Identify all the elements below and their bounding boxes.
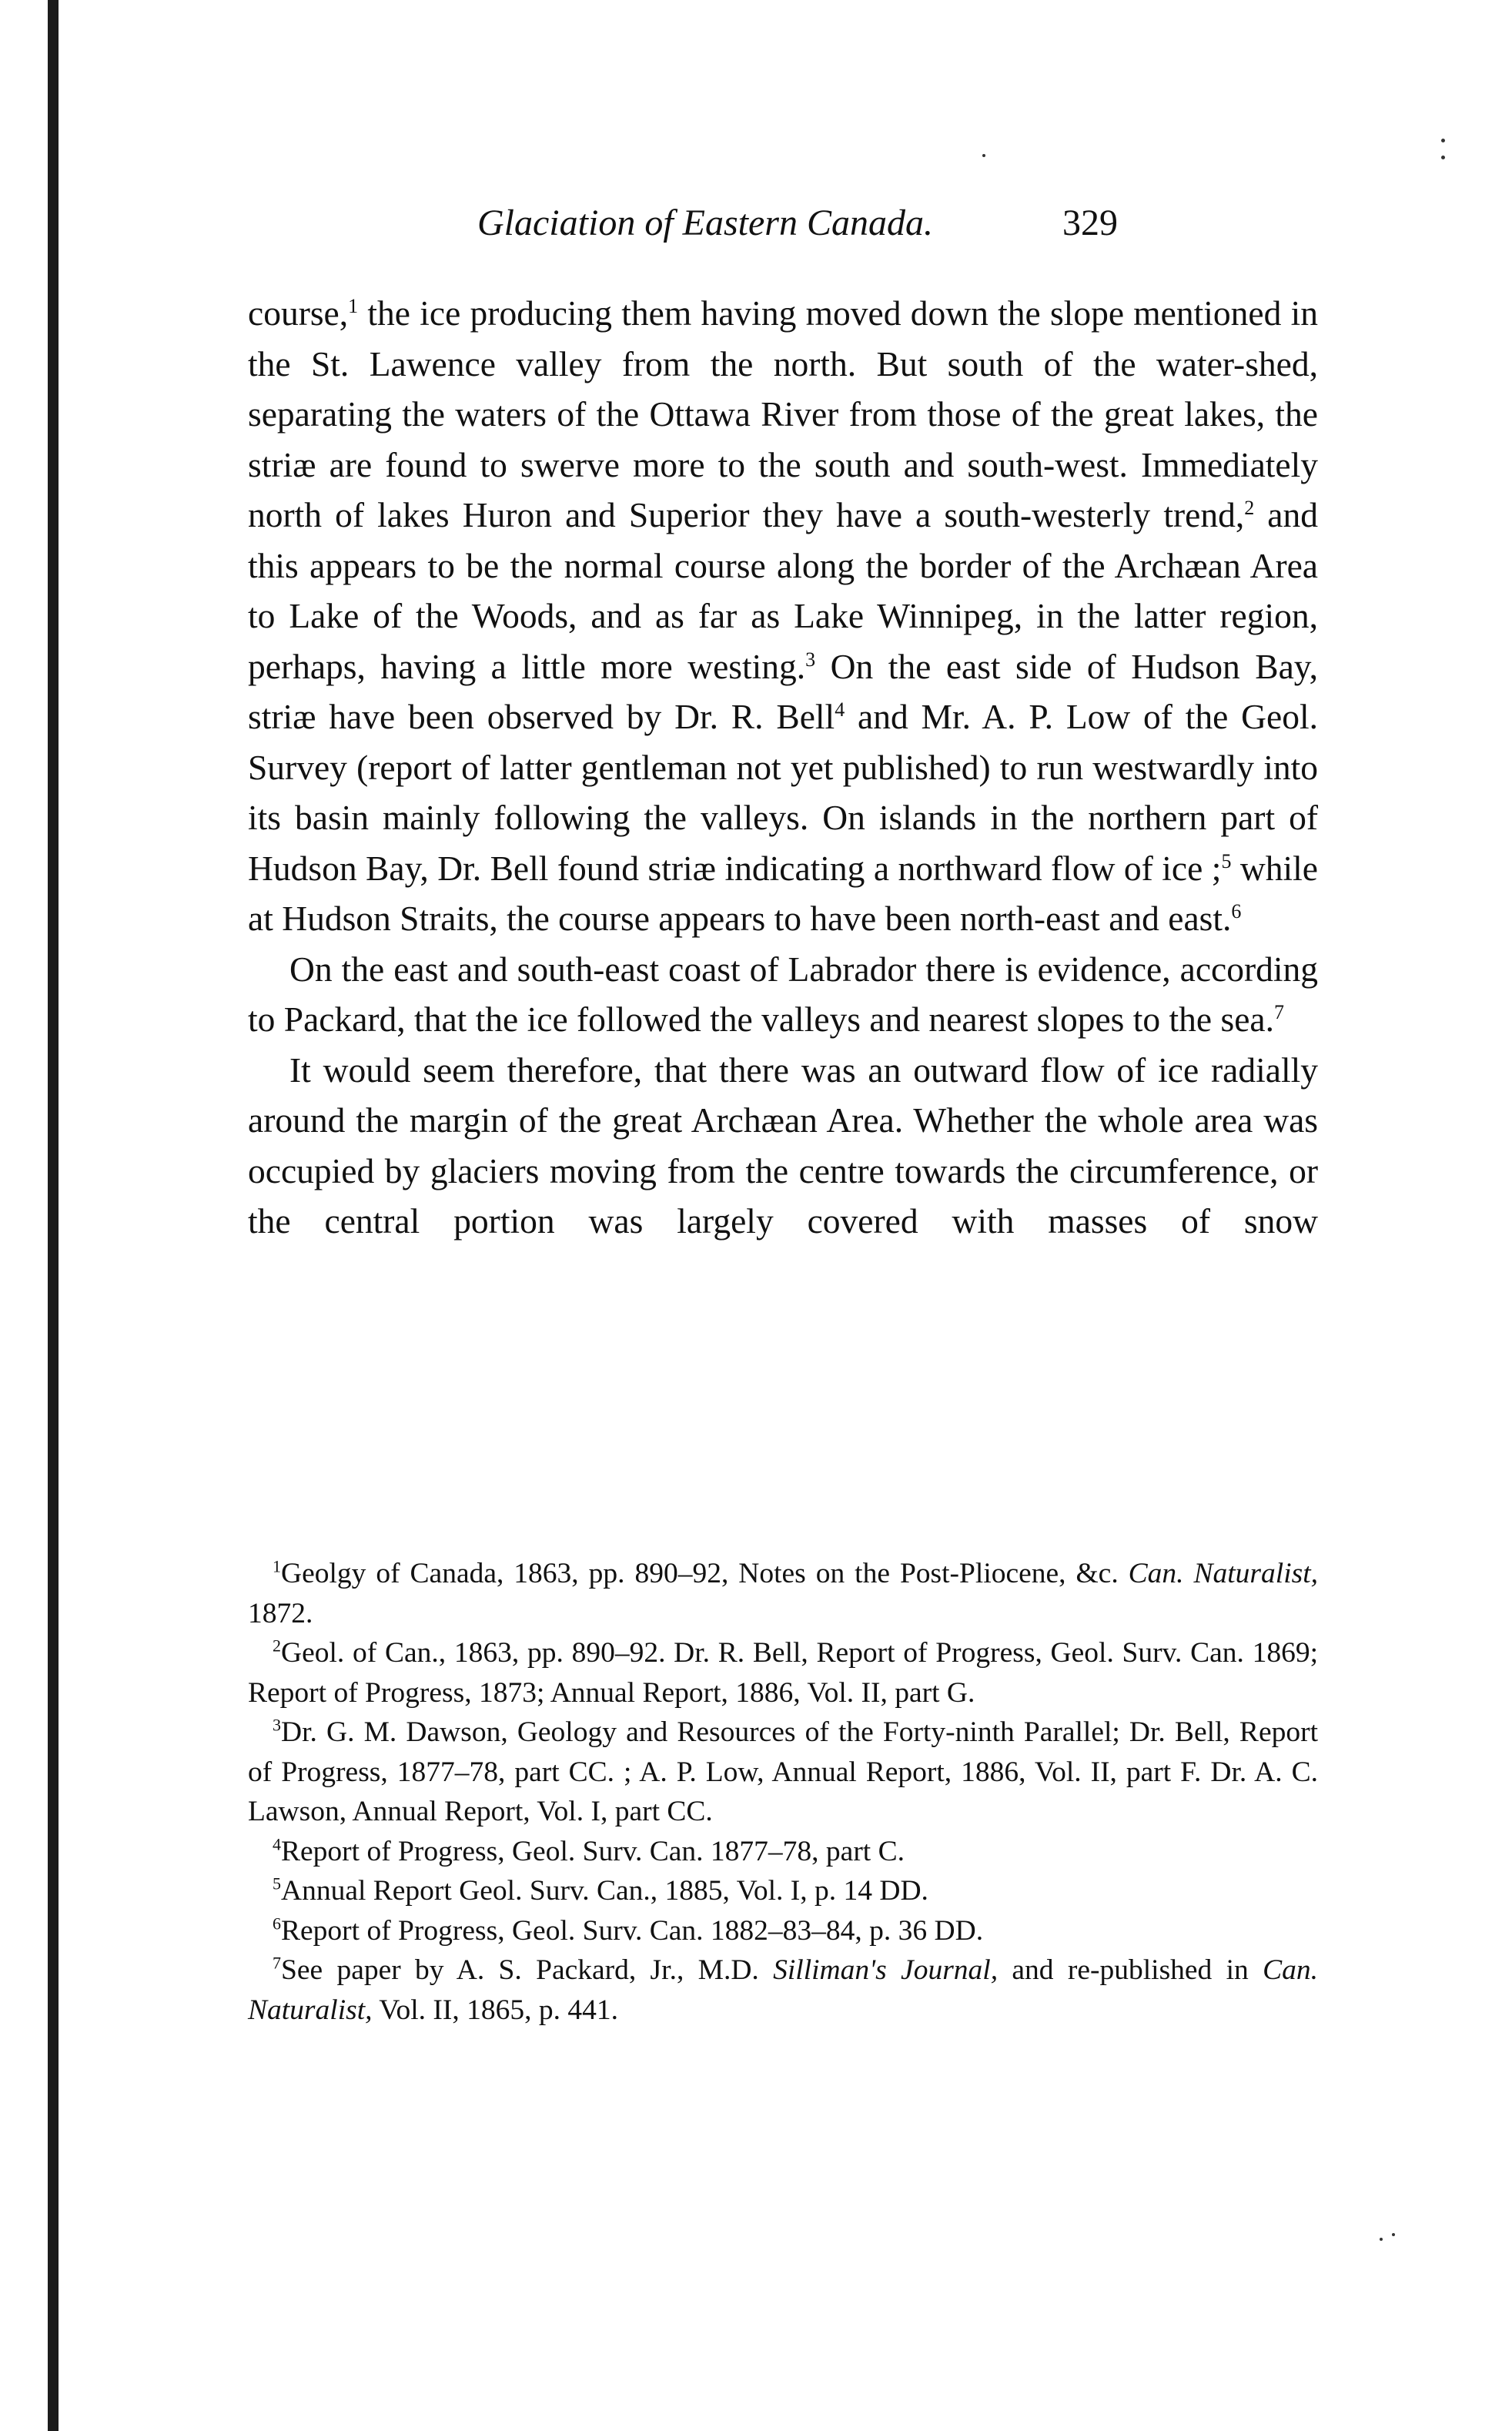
page-binding-edge — [48, 0, 59, 2431]
footnote-3: $^3$Dr. G. M. Dawson, Geology and Resources of the Forty-ninth Parallel; Dr. Bell, Report of Progress, 1877–78, part CC. ; A. P. Low, Annual Report, 1886, Vol. II, part F. Dr. A. C. Lawson, Annual Report, Vol. I, part CC. — [248, 1715, 1318, 1827]
running-title: Glaciation of Eastern Canada. — [477, 203, 933, 243]
footnote-1: $^1$Geolgy of Canada, 1863, pp. 890–92, Notes on the Post-Pliocene, &c. Can. Naturalist, 1872. — [248, 1556, 1318, 1629]
paragraph-2: On the east and south-east coast of Labrador there is evidence, according to Packard, that the ice followed the valleys and nearest slopes to the sea.$^7$ — [248, 949, 1318, 1039]
footnote-6: $^6$Report of Progress, Geol. Surv. Can. 1882–83–84, p. 36 DD. — [273, 1914, 984, 1947]
footnotes — [248, 1554, 1318, 2030]
footnote-ref: 7 — [1273, 1000, 1284, 1023]
scan-speck — [1441, 156, 1445, 159]
footnote-ref: 6 — [1231, 899, 1242, 923]
paragraph-3: It would seem therefore, that there was an outward flow of ice radially around the margin of the great Archæan Area. Whether the whole area was occupied by glaciers moving from the centre towards the circumference, or the central portion was largely covered with masses of snow — [248, 1050, 1318, 1241]
page-header — [254, 202, 1332, 263]
scan-speck — [982, 154, 985, 157]
footnote-2: $^2$Geol. of Can., 1863, pp. 890–92. Dr. R. Bell, Report of Progress, Geol. Surv. Can. 1869; Report of Progress, 1873; Annual Report, 1886, Vol. II, part G. — [248, 1636, 1318, 1709]
paragraph-1: course,$^1$ the ice producing them having moved down the slope mentioned in the St. Lawence valley from the north. But south of the water-shed, separating the waters of the Ottawa River from those of the great lakes, the striæ are found to swerve more to the south and south-west. Immediately north of lakes Huron and Superior they have a south-westerly trend,$^2$ and this appears to be the normal course along the border of the Archæan Area to Lake of the Woods, and as far as Lake Winnipeg, in the latter region, perhaps, having a little more westing.$^3$ On the east side of Hudson Bay, striæ have been observed by Dr. R. Bell$^4$ and Mr. A. P. Low of the Geol. Survey (report of latter gentleman not yet published) to run westwardly into its basin mainly following the valleys. On islands in the northern part of Hudson Bay, Dr. Bell found striæ indicating a northward flow of ice ;$^5$ while at Hudson Straits, the course appears to have been north-east and east.$^6$ — [248, 293, 1318, 938]
footnote-ref: 2 — [1244, 496, 1255, 519]
footnote-ref: 5 — [1221, 849, 1232, 872]
scan-speck — [1392, 2233, 1395, 2236]
footnote-4: $^4$Report of Progress, Geol. Surv. Can. 1877–78, part C. — [273, 1834, 905, 1867]
scan-speck — [1441, 139, 1445, 142]
scan-speck — [1380, 2238, 1383, 2241]
body-text — [248, 288, 1318, 1247]
footnote-5: $^5$Annual Report Geol. Surv. Can., 1885, Vol. I, p. 14 DD. — [273, 1873, 928, 1907]
footnote-7: $^7$See paper by A. S. Packard, Jr., M.D. Silliman's Journal, and re-published in Can. Naturalist, Vol. II, 1865, p. 441. — [248, 1953, 1318, 2026]
page-number: 329 — [1062, 203, 1118, 243]
footnote-ref: 3 — [805, 648, 816, 671]
footnote-ref: 1 — [348, 294, 359, 317]
footnote-ref: 4 — [835, 698, 845, 721]
